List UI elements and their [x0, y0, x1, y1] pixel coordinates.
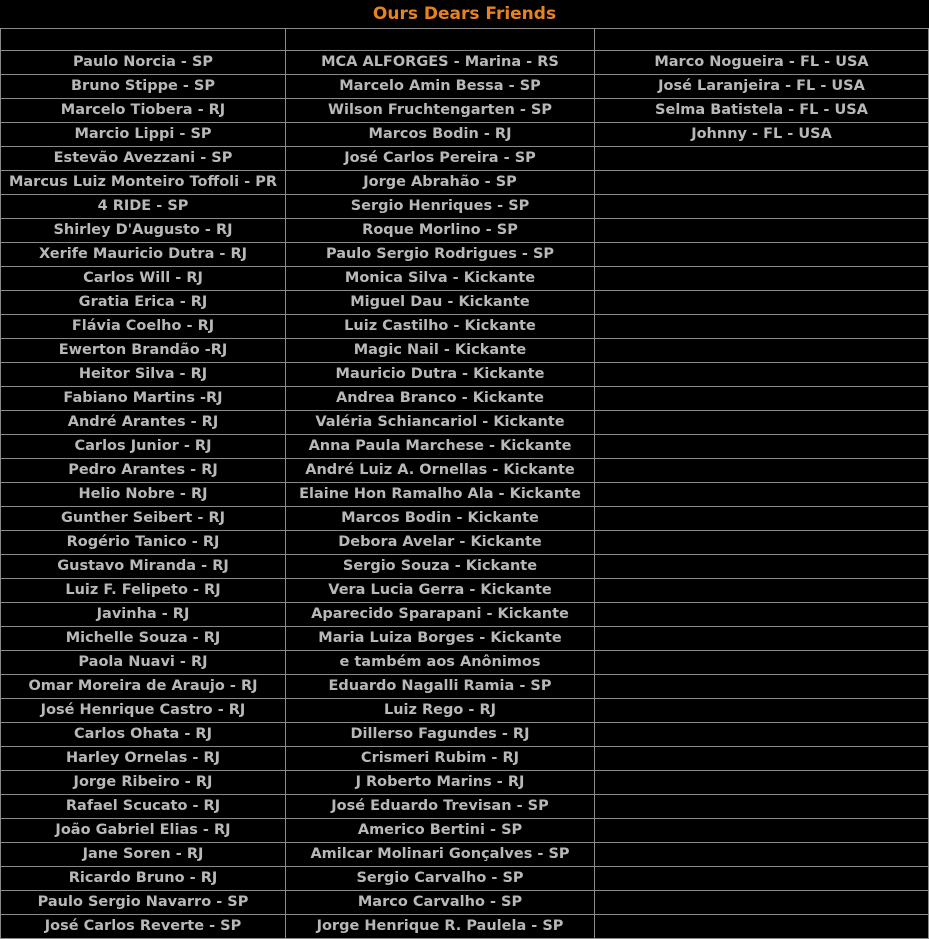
friend-name-cell: [595, 699, 929, 723]
table-row: [1, 891, 929, 915]
table-row: [1, 459, 929, 483]
friend-name-cell: Paulo Norcia - SP: [1, 51, 286, 75]
friend-name-cell: [595, 411, 929, 435]
table-row: [1, 651, 929, 675]
friend-name-cell: Ricardo Bruno - RJ: [1, 867, 286, 891]
friend-name-cell: Pedro Arantes - RJ: [1, 459, 286, 483]
friend-name-cell: Wilson Fruchtengarten - SP: [286, 99, 595, 123]
empty-cell: [595, 29, 929, 51]
friend-name-cell: Americo Bertini - SP: [286, 819, 595, 843]
friend-name-cell: 4 RIDE - SP: [1, 195, 286, 219]
table-row: [1, 75, 929, 99]
table-row: [1, 291, 929, 315]
friend-name-cell: Mauricio Dutra - Kickante: [286, 363, 595, 387]
friend-name-cell: [595, 795, 929, 819]
friend-name-cell: [595, 315, 929, 339]
table-row: [1, 411, 929, 435]
friend-name-cell: [595, 171, 929, 195]
friend-name-cell: [595, 651, 929, 675]
friend-name-cell: José Henrique Castro - RJ: [1, 699, 286, 723]
friend-name-cell: Selma Batistela - FL - USA: [595, 99, 929, 123]
table-row: [1, 843, 929, 867]
friend-name-cell: [595, 675, 929, 699]
friend-name-cell: [595, 723, 929, 747]
table-row: [1, 795, 929, 819]
friend-name-cell: Estevão Avezzani - SP: [1, 147, 286, 171]
friend-name-cell: André Arantes - RJ: [1, 411, 286, 435]
table-row: [1, 483, 929, 507]
friend-name-cell: Jorge Abrahão - SP: [286, 171, 595, 195]
friend-name-cell: [595, 507, 929, 531]
friend-name-cell: Miguel Dau - Kickante: [286, 291, 595, 315]
table-row: [1, 627, 929, 651]
friend-name-cell: Javinha - RJ: [1, 603, 286, 627]
friend-name-cell: Xerife Mauricio Dutra - RJ: [1, 243, 286, 267]
friend-name-cell: Gunther Seibert - RJ: [1, 507, 286, 531]
friend-name-cell: Marco Nogueira - FL - USA: [595, 51, 929, 75]
table-row: [1, 243, 929, 267]
friend-name-cell: José Carlos Pereira - SP: [286, 147, 595, 171]
friend-name-cell: Anna Paula Marchese - Kickante: [286, 435, 595, 459]
friend-name-cell: Paulo Sergio Navarro - SP: [1, 891, 286, 915]
friend-name-cell: Luiz Castilho - Kickante: [286, 315, 595, 339]
table-row: [1, 195, 929, 219]
table-row: [1, 219, 929, 243]
friend-name-cell: Paulo Sergio Rodrigues - SP: [286, 243, 595, 267]
table-row: [1, 603, 929, 627]
friend-name-cell: Marcos Bodin - Kickante: [286, 507, 595, 531]
friend-name-cell: Gustavo Miranda - RJ: [1, 555, 286, 579]
friend-name-cell: Marcelo Tiobera - RJ: [1, 99, 286, 123]
friend-name-cell: [595, 243, 929, 267]
friend-name-cell: Maria Luiza Borges - Kickante: [286, 627, 595, 651]
friend-name-cell: [595, 435, 929, 459]
table-row: [1, 699, 929, 723]
friend-name-cell: Carlos Ohata - RJ: [1, 723, 286, 747]
friend-name-cell: [595, 483, 929, 507]
friend-name-cell: Helio Nobre - RJ: [1, 483, 286, 507]
friend-name-cell: Andrea Branco - Kickante: [286, 387, 595, 411]
friend-name-cell: Marco Carvalho - SP: [286, 891, 595, 915]
friend-name-cell: Omar Moreira de Araujo - RJ: [1, 675, 286, 699]
friend-name-cell: [595, 867, 929, 891]
friend-name-cell: [595, 267, 929, 291]
friend-name-cell: [595, 771, 929, 795]
friend-name-cell: Luiz Rego - RJ: [286, 699, 595, 723]
friend-name-cell: Debora Avelar - Kickante: [286, 531, 595, 555]
table-row: [1, 531, 929, 555]
friend-name-cell: MCA ALFORGES - Marina - RS: [286, 51, 595, 75]
friend-name-cell: Sergio Henriques - SP: [286, 195, 595, 219]
friend-name-cell: Jorge Henrique R. Paulela - SP: [286, 915, 595, 939]
friend-name-cell: e também aos Anônimos: [286, 651, 595, 675]
friend-name-cell: [595, 603, 929, 627]
friend-name-cell: Jorge Ribeiro - RJ: [1, 771, 286, 795]
friend-name-cell: [595, 459, 929, 483]
friend-name-cell: [595, 915, 929, 939]
page-title: Ours Dears Friends: [372, 4, 557, 24]
table-row: [1, 171, 929, 195]
friend-name-cell: Amilcar Molinari Gonçalves - SP: [286, 843, 595, 867]
friend-name-cell: Shirley D'Augusto - RJ: [1, 219, 286, 243]
friend-name-cell: Luiz F. Felipeto - RJ: [1, 579, 286, 603]
table-row: [1, 99, 929, 123]
friend-name-cell: J Roberto Marins - RJ: [286, 771, 595, 795]
table-row: [1, 315, 929, 339]
friend-name-cell: Carlos Will - RJ: [1, 267, 286, 291]
table-row: [1, 867, 929, 891]
table-row: [1, 51, 929, 75]
friend-name-cell: [595, 291, 929, 315]
friend-name-cell: [595, 387, 929, 411]
friend-name-cell: Bruno Stippe - SP: [1, 75, 286, 99]
friend-name-cell: [595, 147, 929, 171]
friend-name-cell: [595, 531, 929, 555]
friend-name-cell: Michelle Souza - RJ: [1, 627, 286, 651]
friend-name-cell: Valéria Schiancariol - Kickante: [286, 411, 595, 435]
table-row: [1, 771, 929, 795]
friend-name-cell: Marcio Lippi - SP: [1, 123, 286, 147]
friend-name-cell: Monica Silva - Kickante: [286, 267, 595, 291]
friend-name-cell: [595, 843, 929, 867]
friend-name-cell: Roque Morlino - SP: [286, 219, 595, 243]
friend-name-cell: Sergio Souza - Kickante: [286, 555, 595, 579]
table-row: [1, 339, 929, 363]
friend-name-cell: Fabiano Martins -RJ: [1, 387, 286, 411]
empty-cell: [286, 29, 595, 51]
friend-name-cell: Vera Lucia Gerra - Kickante: [286, 579, 595, 603]
table-row: [1, 507, 929, 531]
friend-name-cell: Rogério Tanico - RJ: [1, 531, 286, 555]
friend-name-cell: André Luiz A. Ornellas - Kickante: [286, 459, 595, 483]
friend-name-cell: Elaine Hon Ramalho Ala - Kickante: [286, 483, 595, 507]
friend-name-cell: Marcos Bodin - RJ: [286, 123, 595, 147]
friend-name-cell: [595, 219, 929, 243]
friend-name-cell: Magic Nail - Kickante: [286, 339, 595, 363]
friend-name-cell: Sergio Carvalho - SP: [286, 867, 595, 891]
friend-name-cell: [595, 747, 929, 771]
table-row: [1, 147, 929, 171]
friend-name-cell: Jane Soren - RJ: [1, 843, 286, 867]
friend-name-cell: Paola Nuavi - RJ: [1, 651, 286, 675]
friend-name-cell: Dillerso Fagundes - RJ: [286, 723, 595, 747]
friend-name-cell: José Laranjeira - FL - USA: [595, 75, 929, 99]
friend-name-cell: Aparecido Sparapani - Kickante: [286, 603, 595, 627]
table-row: [1, 435, 929, 459]
table-row: [1, 747, 929, 771]
table-row: [1, 915, 929, 939]
friend-name-cell: Carlos Junior - RJ: [1, 435, 286, 459]
friend-name-cell: Gratia Erica - RJ: [1, 291, 286, 315]
friend-name-cell: [595, 339, 929, 363]
table-row: [1, 555, 929, 579]
table-row: [1, 819, 929, 843]
friend-name-cell: Eduardo Nagalli Ramia - SP: [286, 675, 595, 699]
table-row: [1, 723, 929, 747]
table-row: [1, 123, 929, 147]
table-row: [1, 363, 929, 387]
friend-name-cell: [595, 891, 929, 915]
friend-name-cell: Rafael Scucato - RJ: [1, 795, 286, 819]
friend-name-cell: Harley Ornelas - RJ: [1, 747, 286, 771]
friend-name-cell: José Carlos Reverte - SP: [1, 915, 286, 939]
friends-table: [0, 28, 929, 939]
friend-name-cell: Marcus Luiz Monteiro Toffoli - PR: [1, 171, 286, 195]
table-row: [1, 675, 929, 699]
table-row: [1, 267, 929, 291]
friend-name-cell: Flávia Coelho - RJ: [1, 315, 286, 339]
friend-name-cell: [595, 819, 929, 843]
friend-name-cell: Heitor Silva - RJ: [1, 363, 286, 387]
header-spacer-row: [1, 29, 929, 51]
table-row: [1, 579, 929, 603]
friend-name-cell: [595, 195, 929, 219]
friend-name-cell: Johnny - FL - USA: [595, 123, 929, 147]
friend-name-cell: Ewerton Brandão -RJ: [1, 339, 286, 363]
friend-name-cell: [595, 363, 929, 387]
friend-name-cell: Marcelo Amin Bessa - SP: [286, 75, 595, 99]
friend-name-cell: [595, 555, 929, 579]
friend-name-cell: João Gabriel Elias - RJ: [1, 819, 286, 843]
friend-name-cell: [595, 579, 929, 603]
empty-cell: [1, 29, 286, 51]
table-row: [1, 387, 929, 411]
friend-name-cell: José Eduardo Trevisan - SP: [286, 795, 595, 819]
friend-name-cell: [595, 627, 929, 651]
friend-name-cell: Crismeri Rubim - RJ: [286, 747, 595, 771]
